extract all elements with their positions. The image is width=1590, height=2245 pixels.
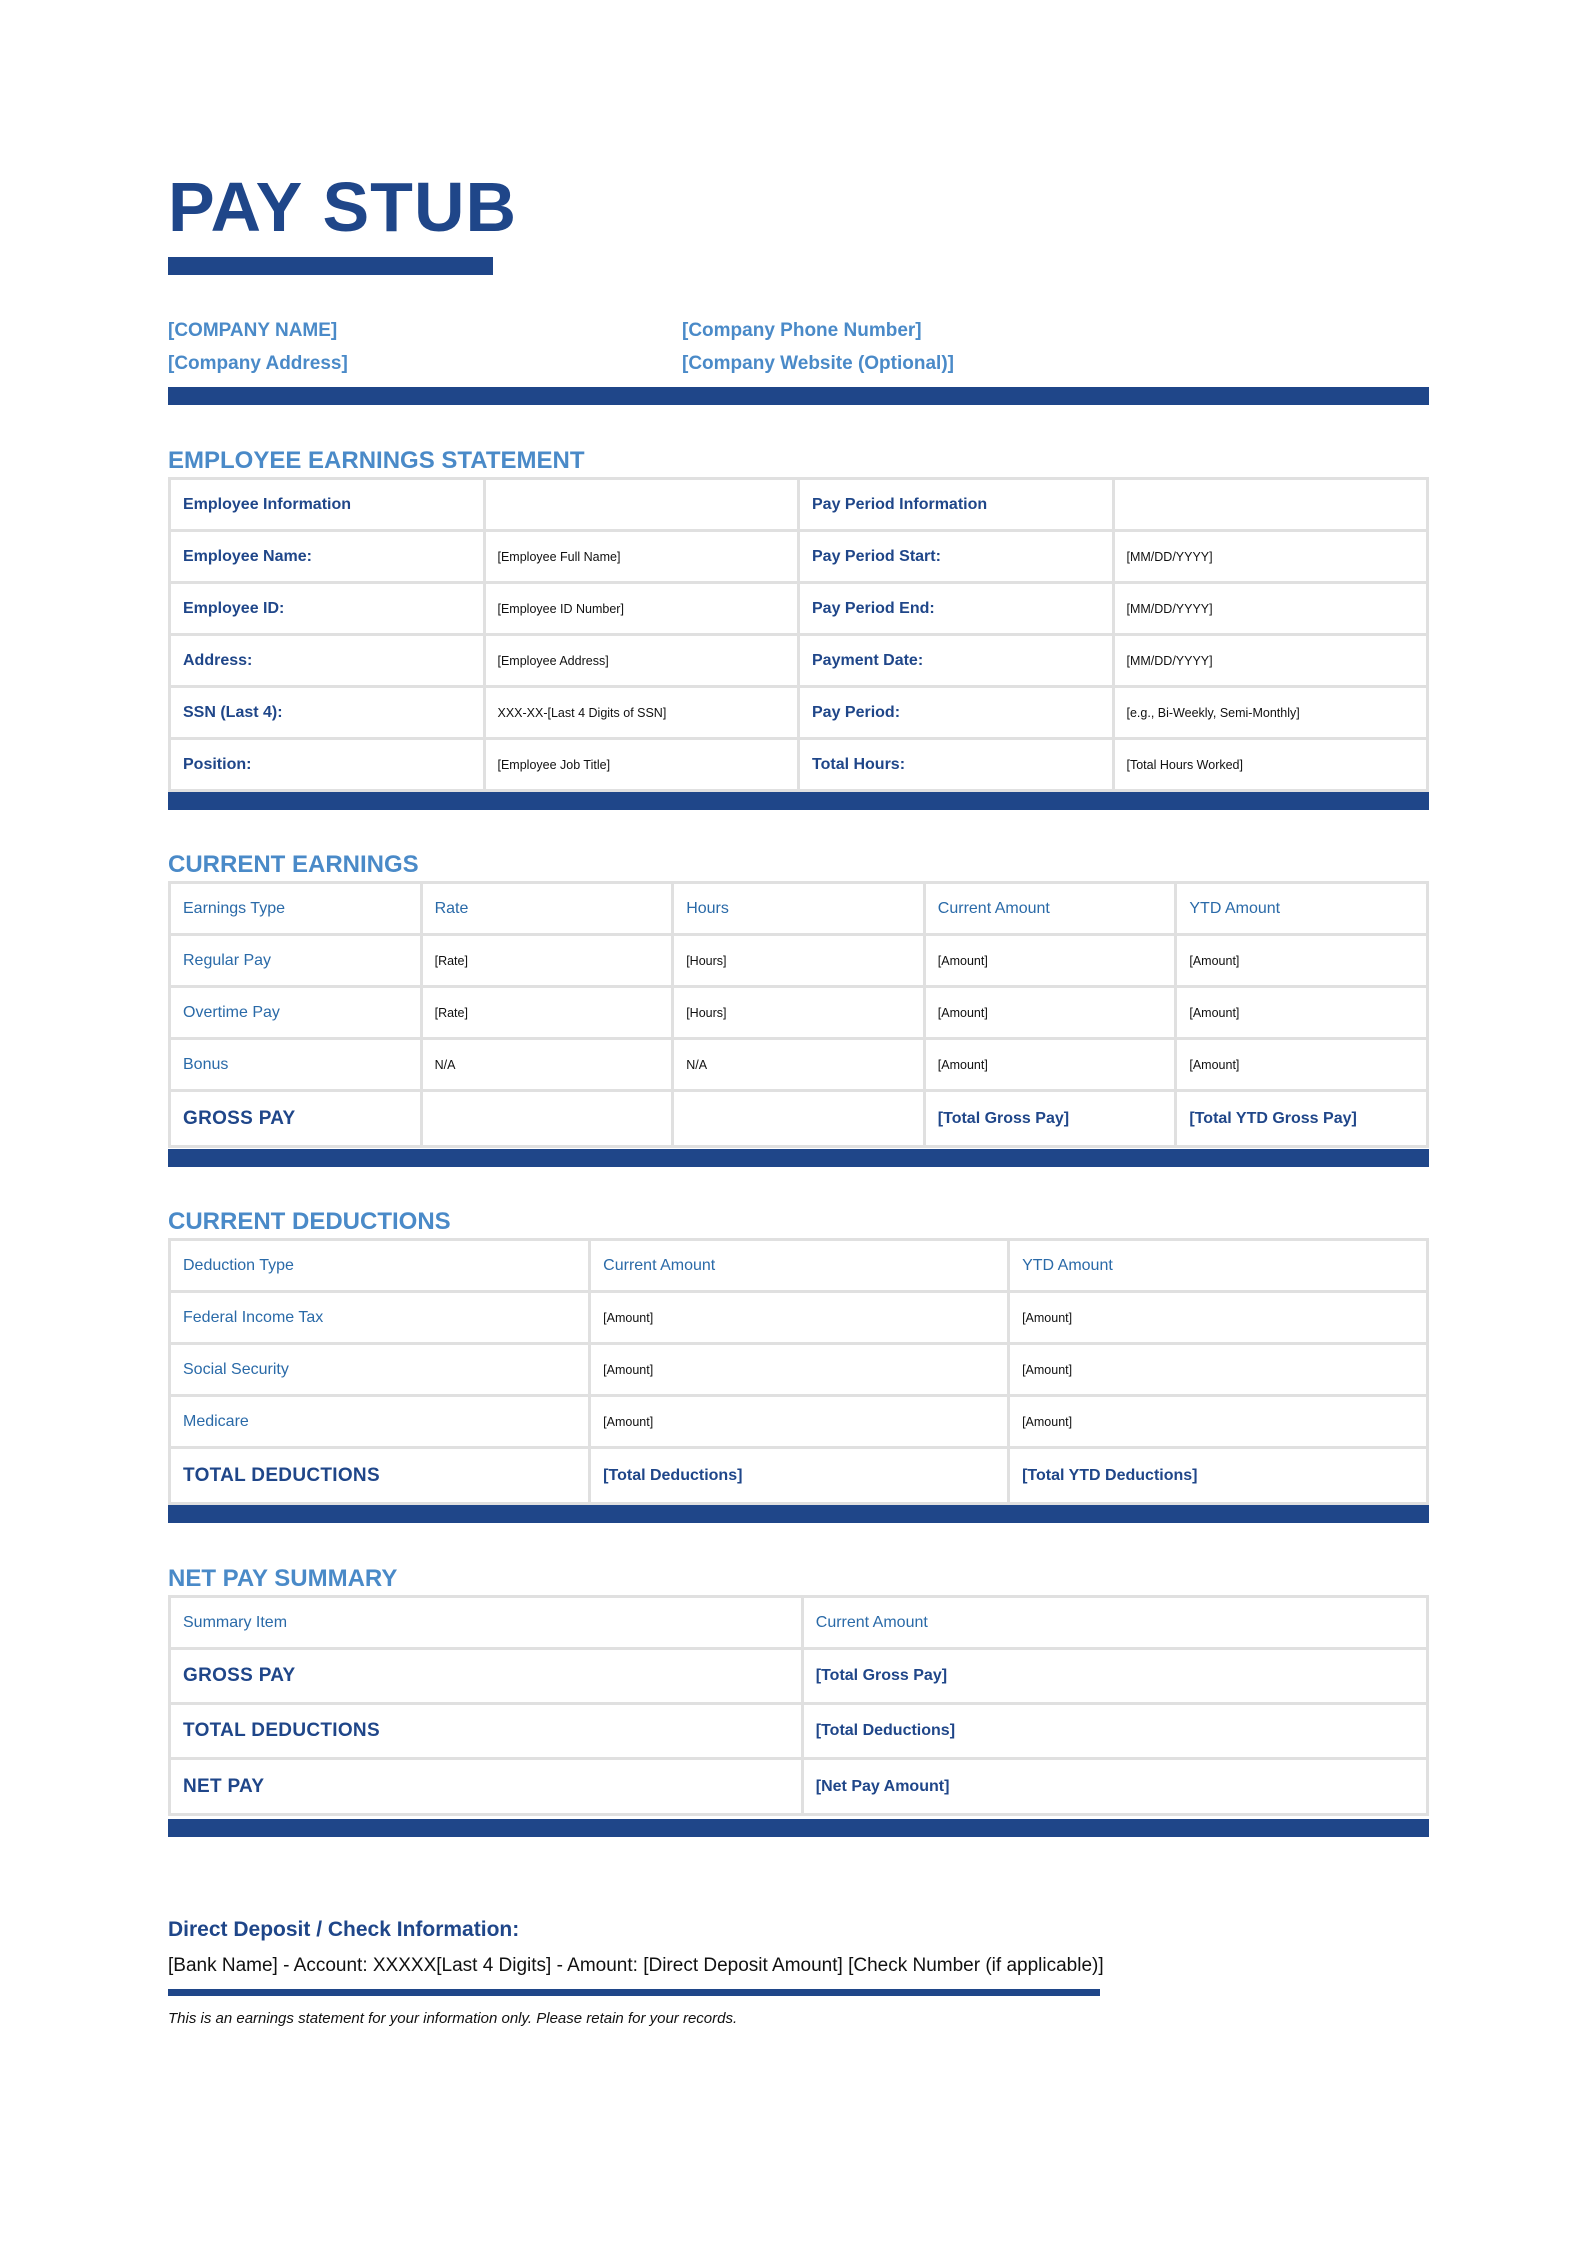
field-label: Payment Date: xyxy=(799,635,1114,687)
table-row xyxy=(170,687,1428,739)
section-divider xyxy=(168,1149,1429,1167)
net-pay-heading: NET PAY SUMMARY xyxy=(168,1565,398,1592)
title-underline xyxy=(168,257,493,275)
table-row xyxy=(170,1292,1428,1344)
field-label: Address: xyxy=(170,635,485,687)
section-divider xyxy=(168,1819,1429,1837)
field-value: [MM/DD/YYYY] xyxy=(1113,531,1428,583)
table-row xyxy=(170,935,1428,987)
earnings-type: Overtime Pay xyxy=(170,987,422,1039)
column-header: Rate xyxy=(421,883,673,935)
earnings-type: Regular Pay xyxy=(170,935,422,987)
gross-pay-current: [Total Gross Pay] xyxy=(924,1091,1176,1147)
column-header: Summary Item xyxy=(170,1597,803,1649)
table-row xyxy=(170,635,1428,687)
page-title: PAY STUB xyxy=(168,168,518,246)
table-row xyxy=(170,583,1428,635)
hours-cell: N/A xyxy=(673,1039,925,1091)
gross-pay-label: GROSS PAY xyxy=(170,1091,422,1147)
total-deductions-label: TOTAL DEDUCTIONS xyxy=(170,1448,590,1504)
total-row xyxy=(170,1448,1428,1504)
footer-note: This is an earnings statement for your information only. Please retain for your records. xyxy=(168,2010,738,2027)
deductions-heading: CURRENT DEDUCTIONS xyxy=(168,1208,451,1235)
table-row xyxy=(170,1759,1428,1815)
field-value: [Total Hours Worked] xyxy=(1113,739,1428,791)
earnings-heading: CURRENT EARNINGS xyxy=(168,851,419,878)
total-deductions-ytd: [Total YTD Deductions] xyxy=(1009,1448,1428,1504)
column-header: Deduction Type xyxy=(170,1240,590,1292)
company-name: [COMPANY NAME] xyxy=(168,320,338,341)
table-row xyxy=(170,987,1428,1039)
table-row xyxy=(170,1649,1428,1704)
deduction-type: Medicare xyxy=(170,1396,590,1448)
column-header: YTD Amount xyxy=(1176,883,1428,935)
field-value: [MM/DD/YYYY] xyxy=(1113,583,1428,635)
summary-amount: [Net Pay Amount] xyxy=(802,1759,1427,1815)
table-row xyxy=(170,1344,1428,1396)
column-header: Current Amount xyxy=(802,1597,1427,1649)
employee-info-table xyxy=(168,477,1429,792)
field-label: Pay Period: xyxy=(799,687,1114,739)
earnings-table xyxy=(168,881,1429,1148)
company-website: [Company Website (Optional)] xyxy=(682,353,954,374)
employee-info-header: Employee Information xyxy=(170,479,485,531)
table-header-row xyxy=(170,883,1428,935)
header-divider xyxy=(168,387,1429,405)
summary-item: TOTAL DEDUCTIONS xyxy=(170,1704,803,1759)
gross-pay-ytd: [Total YTD Gross Pay] xyxy=(1176,1091,1428,1147)
field-label: SSN (Last 4): xyxy=(170,687,485,739)
field-value: [e.g., Bi-Weekly, Semi-Monthly] xyxy=(1113,687,1428,739)
column-header: Hours xyxy=(673,883,925,935)
field-label: Position: xyxy=(170,739,485,791)
section-divider xyxy=(168,1505,1429,1523)
field-label: Pay Period End: xyxy=(799,583,1114,635)
empty-cell xyxy=(1113,479,1428,531)
deposit-details: [Bank Name] - Account: XXXXX[Last 4 Digits] - Amount: [Direct Deposit Amount] [Check Number (if applicable)] xyxy=(168,1955,1104,1976)
table-row xyxy=(170,739,1428,791)
table-header-row xyxy=(170,1240,1428,1292)
summary-amount: [Total Gross Pay] xyxy=(802,1649,1427,1704)
deposit-heading: Direct Deposit / Check Information: xyxy=(168,1918,520,1941)
column-header: Earnings Type xyxy=(170,883,422,935)
company-phone: [Company Phone Number] xyxy=(682,320,922,341)
hours-cell: [Hours] xyxy=(673,935,925,987)
empty-cell xyxy=(421,1091,673,1147)
company-address: [Company Address] xyxy=(168,353,348,374)
table-row xyxy=(170,1396,1428,1448)
current-amount-cell: [Amount] xyxy=(924,987,1176,1039)
statement-heading: EMPLOYEE EARNINGS STATEMENT xyxy=(168,447,585,474)
field-value: [Employee ID Number] xyxy=(484,583,799,635)
field-label: Pay Period Start: xyxy=(799,531,1114,583)
ytd-amount-cell: [Amount] xyxy=(1176,935,1428,987)
section-divider xyxy=(168,792,1429,810)
ytd-amount-cell: [Amount] xyxy=(1009,1396,1428,1448)
field-value: XXX-XX-[Last 4 Digits of SSN] xyxy=(484,687,799,739)
deposit-divider xyxy=(168,1989,1100,1996)
table-row xyxy=(170,1704,1428,1759)
summary-amount: [Total Deductions] xyxy=(802,1704,1427,1759)
ytd-amount-cell: [Amount] xyxy=(1009,1344,1428,1396)
current-amount-cell: [Amount] xyxy=(590,1344,1009,1396)
rate-cell: N/A xyxy=(421,1039,673,1091)
pay-period-info-header: Pay Period Information xyxy=(799,479,1114,531)
field-value: [Employee Full Name] xyxy=(484,531,799,583)
table-header-row xyxy=(170,1597,1428,1649)
total-row xyxy=(170,1091,1428,1147)
rate-cell: [Rate] xyxy=(421,935,673,987)
column-header: Current Amount xyxy=(590,1240,1009,1292)
column-header: Current Amount xyxy=(924,883,1176,935)
earnings-type: Bonus xyxy=(170,1039,422,1091)
current-amount-cell: [Amount] xyxy=(590,1292,1009,1344)
current-amount-cell: [Amount] xyxy=(590,1396,1009,1448)
empty-cell xyxy=(484,479,799,531)
table-header-row xyxy=(170,479,1428,531)
empty-cell xyxy=(673,1091,925,1147)
deduction-type: Social Security xyxy=(170,1344,590,1396)
field-label: Employee Name: xyxy=(170,531,485,583)
table-row xyxy=(170,531,1428,583)
field-value: [MM/DD/YYYY] xyxy=(1113,635,1428,687)
field-value: [Employee Job Title] xyxy=(484,739,799,791)
deduction-type: Federal Income Tax xyxy=(170,1292,590,1344)
total-deductions-current: [Total Deductions] xyxy=(590,1448,1009,1504)
deductions-table xyxy=(168,1238,1429,1505)
column-header: YTD Amount xyxy=(1009,1240,1428,1292)
summary-item: GROSS PAY xyxy=(170,1649,803,1704)
ytd-amount-cell: [Amount] xyxy=(1176,1039,1428,1091)
hours-cell: [Hours] xyxy=(673,987,925,1039)
rate-cell: [Rate] xyxy=(421,987,673,1039)
ytd-amount-cell: [Amount] xyxy=(1176,987,1428,1039)
ytd-amount-cell: [Amount] xyxy=(1009,1292,1428,1344)
field-value: [Employee Address] xyxy=(484,635,799,687)
summary-item: NET PAY xyxy=(170,1759,803,1815)
current-amount-cell: [Amount] xyxy=(924,935,1176,987)
field-label: Total Hours: xyxy=(799,739,1114,791)
field-label: Employee ID: xyxy=(170,583,485,635)
current-amount-cell: [Amount] xyxy=(924,1039,1176,1091)
table-row xyxy=(170,1039,1428,1091)
net-pay-table xyxy=(168,1595,1429,1816)
